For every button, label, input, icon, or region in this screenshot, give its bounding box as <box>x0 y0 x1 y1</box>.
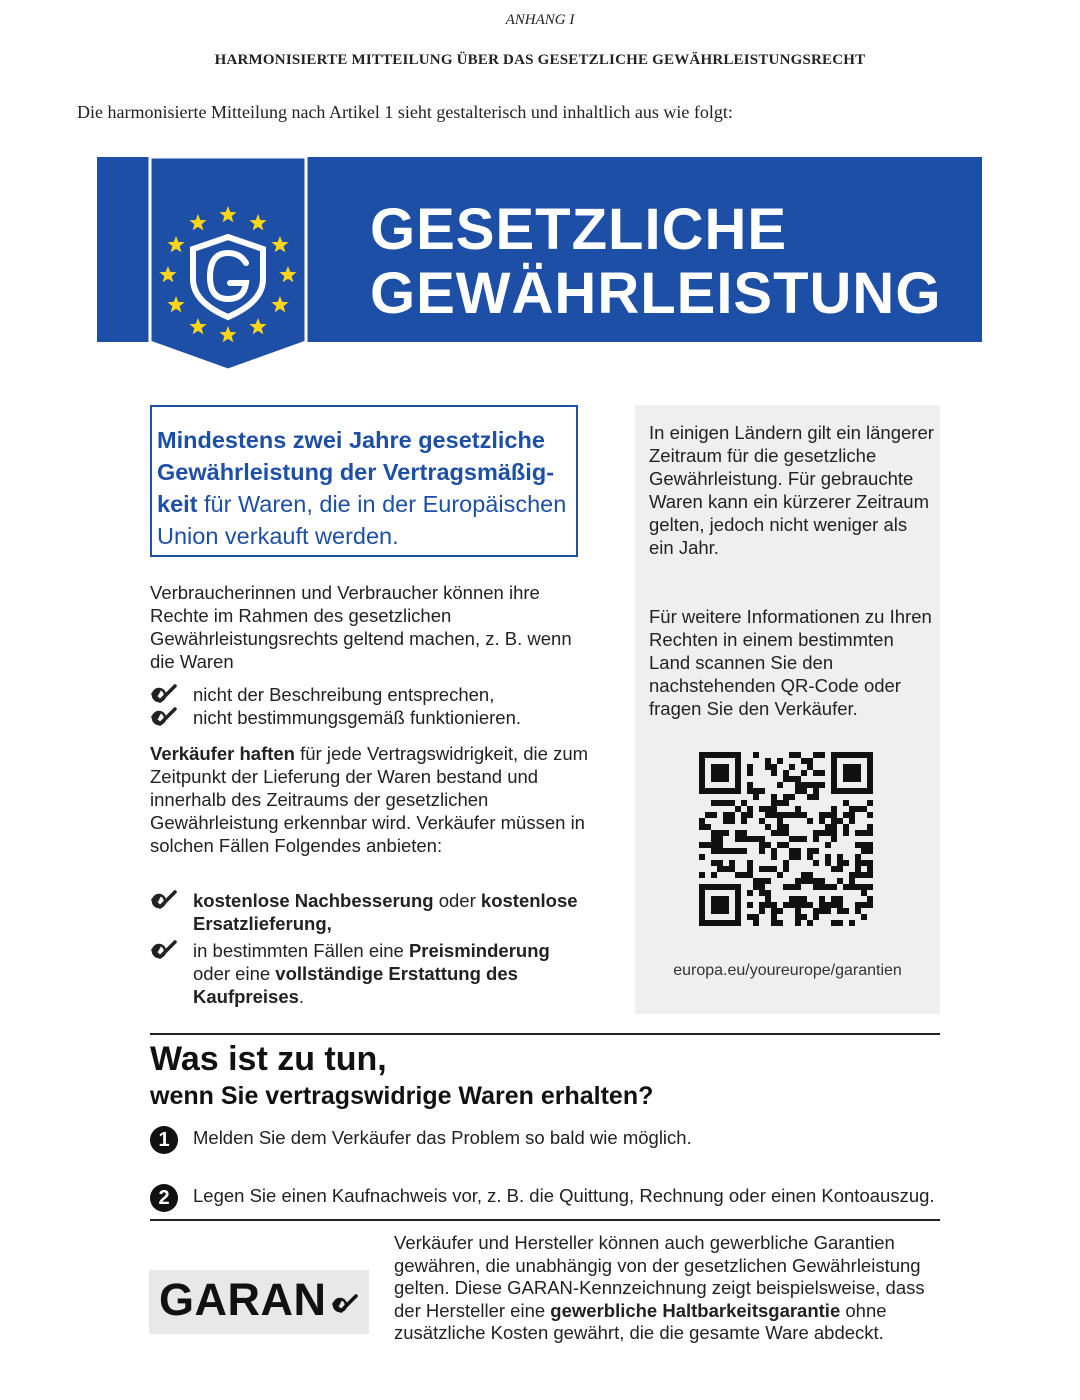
step-text: Legen Sie einen Kaufnachweis vor, z. B. die Quittung, Rechnung oder einen Kontoauszug. <box>193 1185 935 1206</box>
info-longer-period-text: In einigen Ländern gilt ein längerer Zeitraum für die gesetzliche Gewährleistung. Für gebrauchte Waren kann ein kürzerer Zeitraum gelten, jedoch nicht weniger als ein Jahr. <box>649 422 934 558</box>
garan-text-a: Verkäufer und Hersteller können auch gewerbliche Garantien gewähren, die unabhängig von der gesetzlichen Gewährleistung gelten. Diese GARAN-Kennzeichnung zeigt beispielsweise, dass der Hersteller eine <box>394 1232 925 1321</box>
remedy-end: . <box>298 986 305 1007</box>
todo-subtitle: wenn Sie vertragswidrige Waren erhalten? <box>150 1082 654 1110</box>
remedy-repair: kostenlose Nachbesserung <box>193 890 434 911</box>
garan-text-bold: gewerbliche Haltbarkeitsgarantie <box>550 1299 841 1321</box>
info-url[interactable]: europa.eu/youreurope/garantien <box>673 962 902 979</box>
banner-title-line-1: GESETZLICHE <box>370 197 788 262</box>
check-list-defects <box>150 683 590 729</box>
check-badge-icon <box>150 940 178 960</box>
highlight-bold: Mindestens zwei Jahre gesetzliche Gewährleistung der Vertragsmäßigkeit <box>157 427 555 517</box>
qr-code-icon[interactable] <box>699 752 873 926</box>
list-item <box>150 683 590 706</box>
step-text: Melden Sie dem Verkäufer das Problem so bald wie möglich. <box>193 1127 692 1148</box>
remedy-or-2: oder eine <box>193 963 276 984</box>
info-qr-text: Für weitere Informationen zu Ihren Rechten in einem bestimmten Land scannen Sie den nachstehenden QR-Code oder fragen Sie den Verkäufer. <box>649 606 932 719</box>
remedy-replacement: kostenlose Ersatzlieferung, <box>193 890 578 934</box>
garan-description <box>394 1232 944 1345</box>
step-item <box>150 1184 953 1207</box>
step-item <box>150 1126 953 1149</box>
check-text: nicht der Beschreibung entsprechen, <box>193 684 495 705</box>
banner-title <box>370 198 941 326</box>
list-item <box>150 889 590 935</box>
list-item <box>150 706 590 729</box>
divider <box>150 1033 940 1035</box>
check-list-remedies <box>150 889 590 1008</box>
step-number-icon: 1 <box>150 1126 178 1154</box>
highlight-normal: für Waren, die in der Europäischen Union verkauft werden. <box>157 491 567 549</box>
banner-title-line-2: GEWÄHRLEISTUNG <box>370 261 942 326</box>
garan-check-icon <box>331 1293 359 1315</box>
highlight-text <box>157 424 577 552</box>
garan-text-b: ohne zusätzliche Kosten gewährt, die die gesamte Ware abdeckt. <box>394 1299 887 1343</box>
annex-label: ANHANG I <box>505 12 575 28</box>
seller-liability-text <box>150 742 590 857</box>
check-badge-icon <box>150 890 178 910</box>
intro-text: Die harmonisierte Mitteilung nach Artikel 1 sieht gestalterisch und inhaltlich aus wie folgt: <box>77 102 733 122</box>
step-number-icon: 2 <box>150 1184 178 1212</box>
todo-title: Was ist zu tun, <box>150 1040 387 1078</box>
check-text: nicht bestimmungsgemäß funktionieren. <box>193 707 522 728</box>
seller-normal: für jede Vertragswidrigkeit, die zum Zeitpunkt der Lieferung der Waren bestand und innerhalb des Zeitraums der gesetzlichen Gewährleistung erkennbar wird. Verkäufer müssen in solchen Fällen Folgendes anbieten: <box>150 743 589 856</box>
eu-shield-logo-icon <box>148 157 308 372</box>
divider <box>150 1219 940 1221</box>
annex-heading: HARMONISIERTE MITTEILUNG ÜBER DAS GESETZLICHE GEWÄHRLEISTUNGSRECHT <box>214 52 866 68</box>
check-badge-icon <box>150 707 178 727</box>
list-item <box>150 939 590 1008</box>
remedy-or: oder <box>433 890 481 911</box>
check-badge-icon <box>150 684 178 704</box>
garan-logo-word: GARAN <box>159 1274 327 1325</box>
remedy-price-reduction: Preisminderung <box>408 940 550 961</box>
remedy-intro: in bestimmten Fällen eine <box>193 940 409 961</box>
seller-bold: Verkäufer haften <box>150 743 295 764</box>
consumer-rights-text: Verbraucherinnen und Verbraucher können ihre Rechte im Rahmen des gesetzlichen Gewährleistungsrechts geltend machen, z. B. wenn die Waren <box>150 582 572 672</box>
remedy-refund: vollständige Erstattung des Kaufpreises <box>193 963 518 1007</box>
